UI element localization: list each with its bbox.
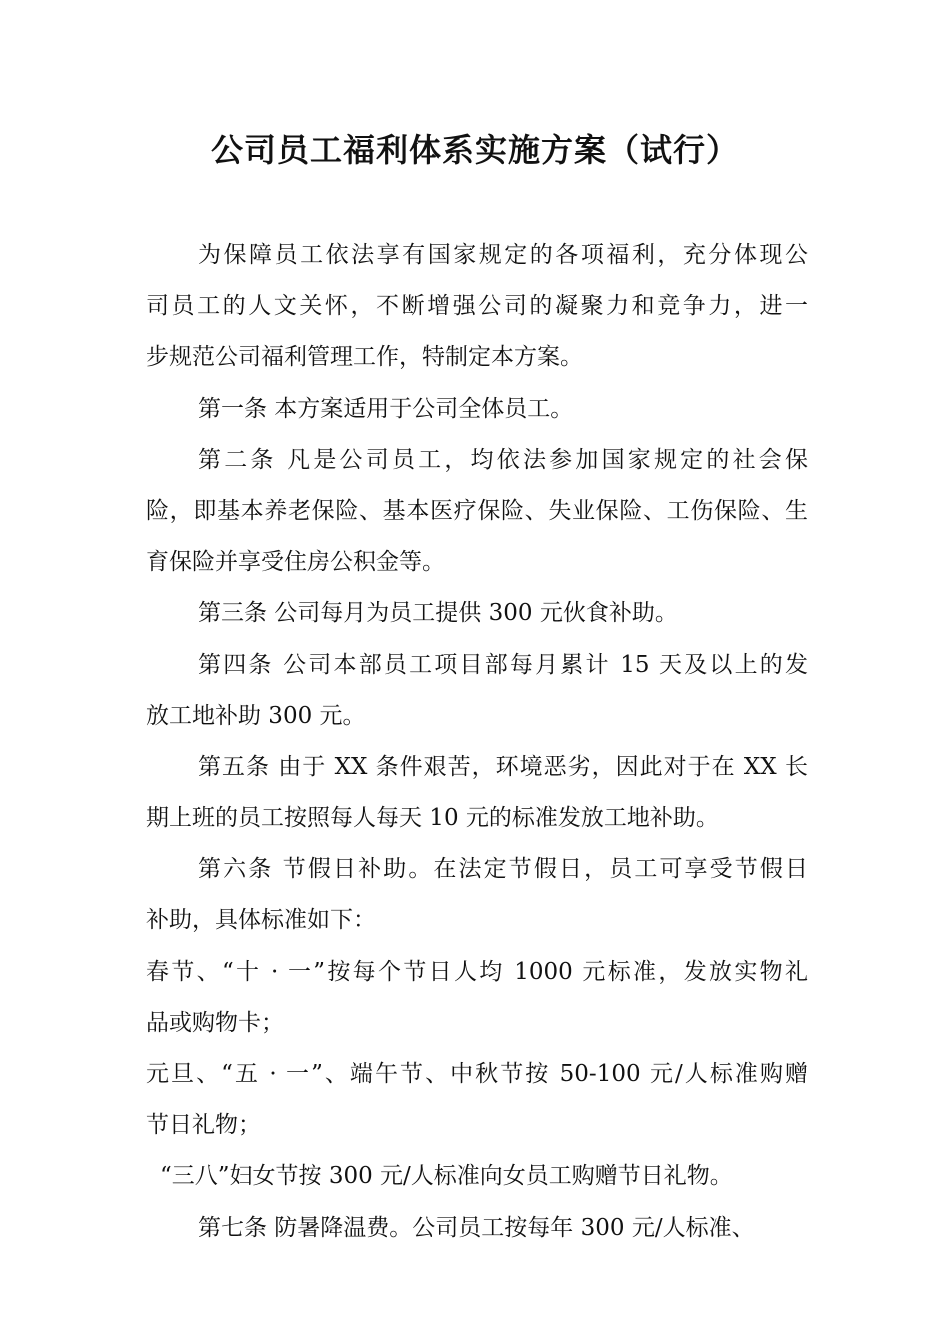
document-body [146, 230, 808, 1254]
article-2-line-1: 第二条 凡是公司员工，均依法参加国家规定的社会保 [198, 446, 808, 473]
article-5-line-2: 期上班的员工按照每人每天 10 元的标准发放工地补助。 [146, 805, 719, 832]
article-2-line-3: 育保险并享受住房公积金等。 [146, 549, 445, 576]
paragraph-intro-line-1: 为保障员工依法享有国家规定的各项福利，充分体现公 [198, 242, 808, 268]
holiday-item-1-line-2: 品或购物卡； [146, 1009, 284, 1036]
article-6-line-1: 第六条 节假日补助。在法定节假日，员工可享受节假日 [198, 856, 808, 883]
holiday-item-3-line-1: “三八”妇女节按 300 元/人标准向女员工购赠节日礼物。 [160, 1163, 733, 1190]
holiday-item-2-line-2: 节日礼物； [146, 1112, 261, 1139]
article-1-line-1: 第一条 本方案适用于公司全体员工。 [198, 395, 574, 422]
article-4-line-2: 放工地补助 300 元。 [146, 702, 366, 729]
article-3-line-1: 第三条 公司每月为员工提供 300 元伙食补助。 [198, 600, 678, 627]
article-5-line-1: 第五条 由于 XX 条件艰苦，环境恶劣，因此对于在 XX 长 [198, 753, 808, 780]
holiday-item-1-line-1: 春节、“十 · 一”按每个节日人均 1000 元标准，发放实物礼 [146, 958, 808, 985]
holiday-item-2-line-1: 元旦、“五 · 一”、端午节、中秋节按 50-100 元/人标准购赠 [146, 1061, 808, 1087]
article-6-line-2: 补助，具体标准如下： [146, 907, 376, 934]
paragraph-intro-line-3: 步规范公司福利管理工作，特制定本方案。 [146, 344, 583, 371]
paragraph-intro-line-2: 司员工的人文关怀，不断增强公司的凝聚力和竞争力，进一 [146, 293, 808, 320]
article-2-line-2: 险，即基本养老保险、基本医疗保险、失业保险、工伤保险、生 [146, 497, 808, 524]
document-title: 公司员工福利体系实施方案（试行） [210, 131, 739, 169]
article-7-line-1: 第七条 防暑降温费。公司员工按每年 300 元/人标准、 [198, 1214, 755, 1241]
article-4-line-1: 第四条 公司本部员工项目部每月累计 15 天及以上的发 [198, 651, 808, 678]
